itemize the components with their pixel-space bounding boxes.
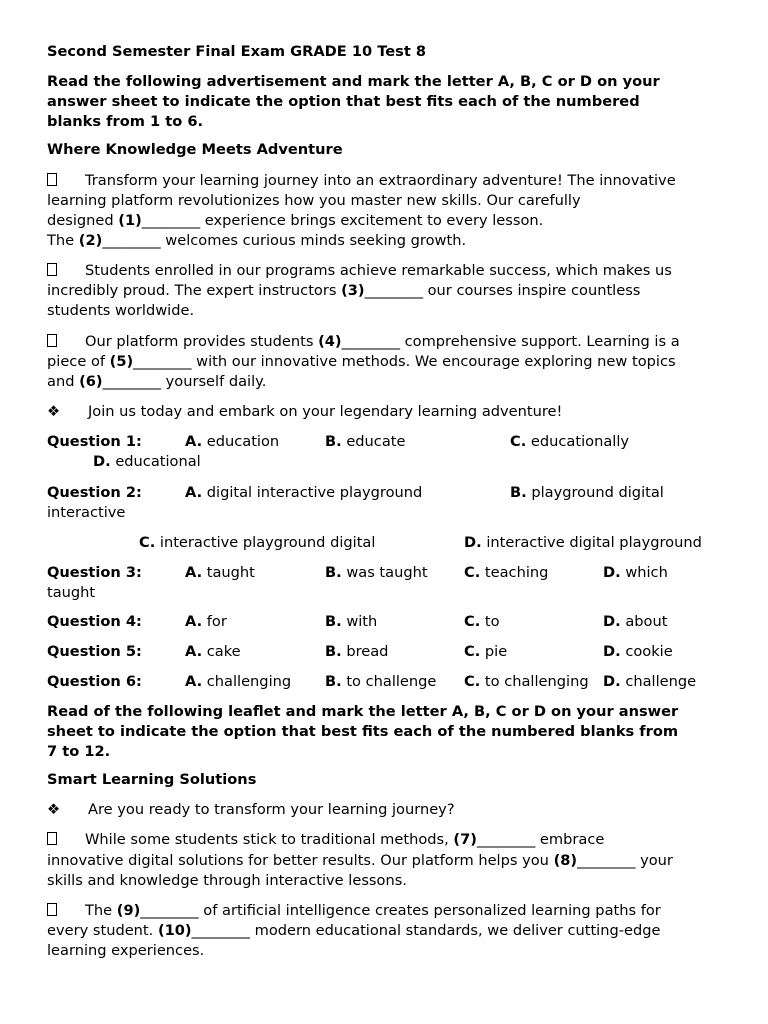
q5-option-d[interactable]: D. cookie [603, 643, 673, 660]
q2-option-c[interactable]: C. interactive playground digital [139, 534, 376, 551]
q4-option-a[interactable]: A. for [185, 613, 227, 630]
question-6-label: Question 6: [47, 673, 142, 690]
part1-paragraph3-line3: and (6)________ yourself daily. [47, 373, 267, 390]
part1-paragraph1-line4: The (2)________ welcomes curious minds seeking growth. [47, 232, 467, 249]
bullet-box-icon [47, 903, 57, 916]
part2-heading: Smart Learning Solutions [47, 771, 257, 788]
q1-option-c[interactable]: C. educationally [510, 433, 630, 450]
part2-paragraph1-line1: While some students stick to traditional methods, (7)________ embrace [47, 830, 604, 850]
part1-paragraph2-line1: Students enrolled in our programs achieve remarkable success, which makes us [47, 261, 672, 281]
q2-option-d[interactable]: D. interactive digital playground [464, 534, 702, 551]
q2-option-b-continued: interactive [47, 504, 126, 521]
part1-instruction-line3: blanks from 1 to 6. [47, 113, 204, 130]
part2-paragraph1-line2: innovative digital solutions for better results. Our platform helps you (8)________ your [47, 852, 673, 869]
diamond-bullet-icon: ❖ [47, 801, 61, 818]
question-1-label: Question 1: [47, 433, 142, 450]
part1-paragraph2-line2: incredibly proud. The expert instructors (3)________ our courses inspire countless [47, 282, 641, 299]
q3-option-d-continued: taught [47, 584, 96, 601]
q4-option-d[interactable]: D. about [603, 613, 668, 630]
q5-option-c[interactable]: C. pie [464, 643, 508, 660]
question-3-label: Question 3: [47, 564, 142, 581]
question-4-label: Question 4: [47, 613, 142, 630]
part2-paragraph2-line3: learning experiences. [47, 942, 205, 959]
part2-paragraph1-line3: skills and knowledge through interactive lessons. [47, 872, 407, 889]
question-2-label: Question 2: [47, 484, 142, 501]
bullet-box-icon [47, 263, 57, 276]
diamond-bullet-icon: ❖ [47, 403, 61, 420]
part2-instruction-line3: 7 to 12. [47, 743, 111, 760]
part1-paragraph1-line3: designed (1)________ experience brings excitement to every lesson. [47, 212, 544, 229]
q4-option-b[interactable]: B. with [325, 613, 378, 630]
part1-closing: ❖ Join us today and embark on your legendary learning adventure! [47, 403, 563, 420]
q6-option-d[interactable]: D. challenge [603, 673, 697, 690]
q1-option-d[interactable]: D. educational [93, 453, 201, 470]
q6-option-a[interactable]: A. challenging [185, 673, 292, 690]
q4-option-c[interactable]: C. to [464, 613, 500, 630]
q5-option-a[interactable]: A. cake [185, 643, 241, 660]
q6-option-c[interactable]: C. to challenging [464, 673, 589, 690]
q3-option-b[interactable]: B. was taught [325, 564, 428, 581]
part2-instruction-line1: Read of the following leaflet and mark the letter A, B, C or D on your answer [47, 703, 679, 720]
q1-option-b[interactable]: B. educate [325, 433, 406, 450]
q3-option-a[interactable]: A. taught [185, 564, 255, 581]
part1-heading: Where Knowledge Meets Adventure [47, 141, 343, 158]
bullet-box-icon [47, 334, 57, 347]
bullet-box-icon [47, 173, 57, 186]
part2-paragraph2-line2: every student. (10)________ modern educational standards, we deliver cutting-edge [47, 922, 661, 939]
part2-question-line: ❖ Are you ready to transform your learning journey? [47, 801, 455, 818]
part1-paragraph3-line2: piece of (5)________ with our innovative methods. We encourage exploring new topics [47, 353, 676, 370]
part2-paragraph2-line1: The (9)________ of artificial intelligence creates personalized learning paths for [47, 901, 661, 921]
part1-paragraph1-line1: Transform your learning journey into an extraordinary adventure! The innovative [47, 171, 676, 191]
q3-option-d[interactable]: D. which [603, 564, 668, 581]
q6-option-b[interactable]: B. to challenge [325, 673, 437, 690]
exam-title: Second Semester Final Exam GRADE 10 Test 8 [47, 43, 427, 60]
q3-option-c[interactable]: C. teaching [464, 564, 549, 581]
part2-instruction-line2: sheet to indicate the option that best fits each of the numbered blanks from [47, 723, 679, 740]
part1-instruction-line2: answer sheet to indicate the option that best fits each of the numbered [47, 93, 640, 110]
q2-option-b[interactable]: B. playground digital [510, 484, 664, 501]
q2-option-a[interactable]: A. digital interactive playground [185, 484, 423, 501]
q5-option-b[interactable]: B. bread [325, 643, 389, 660]
question-5-label: Question 5: [47, 643, 142, 660]
q1-option-a[interactable]: A. education [185, 433, 280, 450]
part1-paragraph2-line3: students worldwide. [47, 302, 195, 319]
bullet-box-icon [47, 832, 57, 845]
part1-paragraph3-line1: Our platform provides students (4)________ comprehensive support. Learning is a [47, 332, 680, 352]
part1-instruction-line1: Read the following advertisement and mark the letter A, B, C or D on your [47, 73, 660, 90]
part1-paragraph1-line2: learning platform revolutionizes how you master new skills. Our carefully [47, 192, 581, 209]
